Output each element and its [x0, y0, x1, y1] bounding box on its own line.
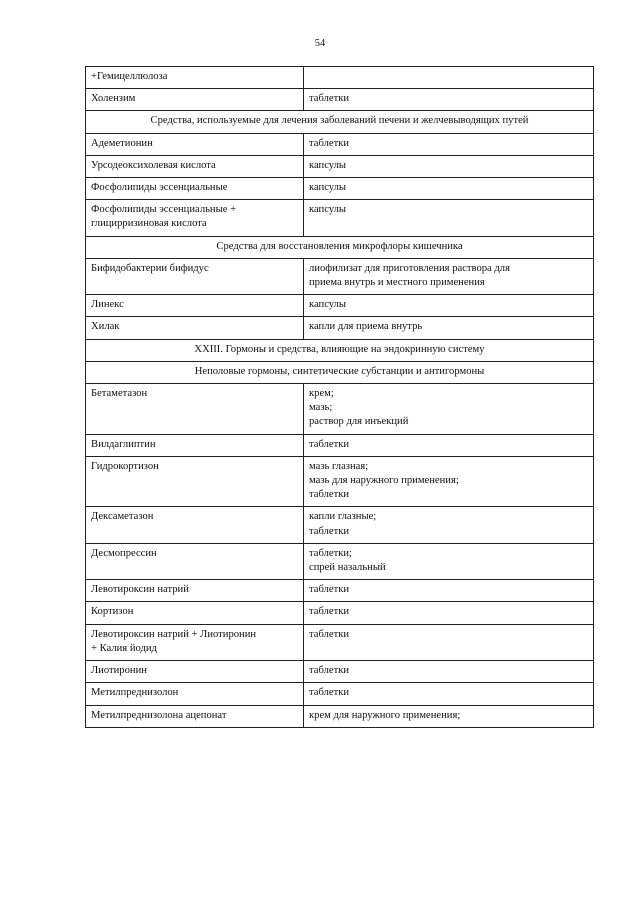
- drug-name-line: Метилпреднизолон: [91, 687, 179, 699]
- table-row: [86, 295, 594, 317]
- drug-name-line: Адеметионин: [91, 137, 153, 149]
- dosage-form-line: капсулы: [309, 182, 347, 194]
- drug-name-cell: [86, 89, 304, 111]
- table-row: [86, 580, 594, 602]
- dosage-form-line: капли глазные;: [309, 511, 377, 523]
- drug-name-cell: [86, 624, 304, 660]
- drug-name-cell: [86, 683, 304, 705]
- table-row: [86, 456, 594, 507]
- table-row: [86, 507, 594, 543]
- drug-name-cell: [86, 580, 304, 602]
- section-title: XXIII. Гормоны и средства, влияющие на эндокринную систему: [86, 339, 594, 361]
- drug-name-cell: [86, 456, 304, 507]
- drug-name-line: Хилак: [91, 321, 120, 333]
- dosage-form-line: крем для наружного применения;: [309, 709, 461, 721]
- dosage-form-line: таблетки: [309, 93, 350, 105]
- drug-name-cell: [86, 434, 304, 456]
- drug-name-line: Линекс: [91, 299, 124, 311]
- dosage-form-cell: [304, 507, 594, 543]
- dosage-form-cell: [304, 178, 594, 200]
- dosage-form-line: таблетки: [309, 584, 350, 596]
- drug-name-line: Лиотиронин: [91, 665, 147, 677]
- dosage-form-line: капсулы: [309, 204, 347, 216]
- drug-name-line: Фосфолипиды эссенциальные: [91, 182, 228, 194]
- drug-name-line: Бетаметазон: [91, 388, 148, 400]
- dosage-form-cell: [304, 602, 594, 624]
- table-row: [86, 317, 594, 339]
- drug-name-cell: [86, 507, 304, 543]
- drug-name-line: Урсодеоксихолевая кислота: [91, 159, 216, 171]
- dosage-form-cell: [304, 200, 594, 236]
- dosage-form-line: крем;: [309, 388, 334, 400]
- table-row: [86, 258, 594, 294]
- section-header-row: [86, 236, 594, 258]
- section-header-row: [86, 111, 594, 133]
- table-row: [86, 624, 594, 660]
- drug-name-line: Гидрокортизон: [91, 460, 159, 472]
- drug-name-line: глицирризиновая кислота: [91, 218, 207, 230]
- dosage-form-line: таблетки: [309, 137, 350, 149]
- drug-name-cell: [86, 67, 304, 89]
- drug-name-cell: [86, 258, 304, 294]
- drug-name-cell: [86, 317, 304, 339]
- dosage-form-cell: [304, 705, 594, 727]
- dosage-form-cell: [304, 661, 594, 683]
- dosage-form-cell: [304, 295, 594, 317]
- drug-name-line: Вилдаглиптин: [91, 438, 156, 450]
- drug-name-cell: [86, 384, 304, 435]
- table-row: [86, 133, 594, 155]
- drug-name-cell: [86, 705, 304, 727]
- dosage-form-cell: [304, 155, 594, 177]
- drug-name-cell: [86, 155, 304, 177]
- drug-table: [85, 66, 594, 728]
- drug-name-cell: [86, 295, 304, 317]
- dosage-form-line: [309, 70, 588, 84]
- section-title: Неполовые гормоны, синтетические субстанции и антигормоны: [86, 361, 594, 383]
- table-row: [86, 705, 594, 727]
- table-row: [86, 384, 594, 435]
- drug-name-line: Левотироксин натрий: [91, 584, 189, 596]
- page-number: 54: [314, 38, 326, 49]
- dosage-form-line: мазь для наружного применения;: [309, 475, 459, 487]
- table-row: [86, 661, 594, 683]
- dosage-form-line: капсулы: [309, 159, 347, 171]
- drug-name-line: Кортизон: [91, 606, 134, 618]
- dosage-form-line: капли для приема внутрь: [309, 321, 423, 333]
- dosage-form-cell: [304, 317, 594, 339]
- section-header-row: [86, 339, 594, 361]
- dosage-form-line: приема внутрь и местного применения: [309, 277, 485, 289]
- dosage-form-line: таблетки: [309, 687, 350, 699]
- dosage-form-cell: [304, 434, 594, 456]
- dosage-form-line: лиофилизат для приготовления раствора для: [309, 262, 510, 274]
- table-row: [86, 178, 594, 200]
- dosage-form-line: капсулы: [309, 299, 347, 311]
- dosage-form-line: спрей назальный: [309, 562, 386, 574]
- table-row: [86, 434, 594, 456]
- drug-name-line: Левотироксин натрий + Лиотиронин: [91, 628, 257, 640]
- dosage-form-line: таблетки: [309, 489, 350, 501]
- dosage-form-cell: [304, 384, 594, 435]
- drug-name-line: Фосфолипиды эссенциальные +: [91, 204, 237, 216]
- table-row: [86, 200, 594, 236]
- table-row: [86, 602, 594, 624]
- drug-name-cell: [86, 543, 304, 579]
- table-row: [86, 155, 594, 177]
- table-row: [86, 683, 594, 705]
- drug-name-cell: [86, 133, 304, 155]
- drug-name-cell: [86, 178, 304, 200]
- table-row: [86, 67, 594, 89]
- drug-name-line: Дексаметазон: [91, 511, 154, 523]
- dosage-form-line: таблетки: [309, 438, 350, 450]
- dosage-form-line: таблетки: [309, 525, 350, 537]
- dosage-form-cell: [304, 683, 594, 705]
- drug-name-line: Метилпреднизолона ацепонат: [91, 709, 227, 721]
- drug-name-line: Холензим: [91, 93, 136, 105]
- dosage-form-cell: [304, 624, 594, 660]
- drug-name-line: Бифидобактерии бифидус: [91, 262, 209, 274]
- drug-name-line: +Гемицеллюлоза: [91, 71, 168, 82]
- dosage-form-line: мазь;: [309, 402, 333, 414]
- section-header-row: [86, 361, 594, 383]
- dosage-form-cell: [304, 133, 594, 155]
- dosage-form-line: таблетки: [309, 665, 350, 677]
- dosage-form-line: раствор для инъекций: [309, 416, 409, 428]
- dosage-form-cell: [304, 89, 594, 111]
- dosage-form-cell: [304, 67, 594, 89]
- dosage-form-cell: [304, 580, 594, 602]
- section-title: Средства, используемые для лечения заболеваний печени и желчевыводящих путей: [86, 111, 594, 133]
- dosage-form-line: таблетки: [309, 628, 350, 640]
- dosage-form-line: таблетки: [309, 606, 350, 618]
- drug-name-line: + Калия йодид: [91, 642, 157, 654]
- table-body: [86, 67, 594, 728]
- dosage-form-cell: [304, 258, 594, 294]
- table-row: [86, 89, 594, 111]
- drug-name-cell: [86, 200, 304, 236]
- table-row: [86, 543, 594, 579]
- dosage-form-cell: [304, 543, 594, 579]
- drug-name-cell: [86, 602, 304, 624]
- drug-name-line: Десмопрессин: [91, 547, 157, 559]
- dosage-form-line: таблетки;: [309, 547, 352, 559]
- dosage-form-cell: [304, 456, 594, 507]
- dosage-form-line: мазь глазная;: [309, 460, 369, 472]
- section-title: Средства для восстановления микрофлоры кишечника: [86, 236, 594, 258]
- drug-name-cell: [86, 661, 304, 683]
